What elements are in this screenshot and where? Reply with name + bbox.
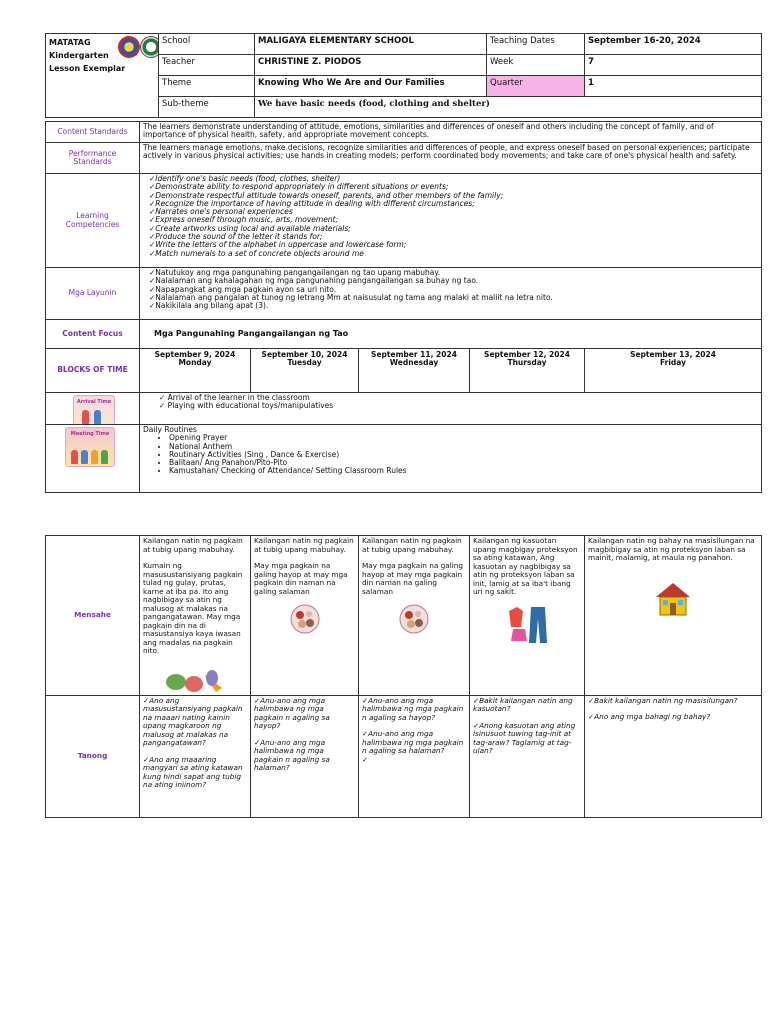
house-icon (654, 579, 692, 617)
child-figure-icon (82, 410, 89, 424)
day-header-thursday (470, 349, 585, 393)
deped-seal-icon (118, 36, 140, 58)
mensahe-paragraph: Kailangan natin ng pagkain at tubig upang mabuhay. (143, 536, 243, 554)
day-date: September 11, 2024 (371, 350, 457, 359)
mensahe-paragraph: May mga pagkain na galing hayop at may mga pagkain din naman na galing salaman (362, 561, 464, 596)
subtheme-label: Sub-theme (159, 97, 255, 118)
tanong-question: ✓Bakit kailangan natin ng masisilungan? (588, 695, 738, 705)
arrival-item: ✓ Playing with educational toys/manipulatives (159, 402, 758, 410)
mensahe-paragraph: May mga pagkain na galing hayop at may mga pagkain din naman na galing salaman (254, 561, 348, 596)
competency-item: ✓ Narrates one's personal experiences (149, 208, 758, 216)
arrival-cell (140, 393, 762, 425)
competency-item: ✓ Recognize the importance of having attitude in dealing with different circumstances; (149, 200, 758, 208)
week-label: Week (487, 55, 585, 76)
day-name: Thursday (507, 358, 547, 368)
learning-competencies-cell (140, 174, 762, 268)
day-header-friday (585, 349, 762, 393)
quarter-value: 1 (585, 76, 762, 97)
day-date: September 12, 2024 (484, 350, 570, 359)
day-header-wednesday (359, 349, 470, 393)
mensahe-paragraph: Kumain ng masusustansiyang pagkain tulad ng gulay, prutas, karne at iba pa. Ito ang nagbibigay sa atin ng malusog at malakas na pangangatawan. May mga pagkain din na di masustansiya kaya iwasan ang madalas na pagkain nito. (143, 561, 243, 655)
header-title-line-2: Kindergarten (49, 51, 109, 60)
tanong-cell-4 (470, 695, 585, 817)
tanong-question: ✓Bakit kailangan natin ang kasuotan? (473, 695, 573, 713)
tanong-question: ✓Anu-ano ang mga halimbawa ng mga pagkain n agaling sa hayop? (254, 695, 330, 730)
tanong-question: ✓Ano ang maaaring mangyari sa ating katawan kung hindi sapat ang tubig na ating iniinom? (143, 754, 243, 789)
tanong-cell-1 (140, 695, 251, 817)
teaching-dates-value: September 16-20, 2024 (585, 34, 762, 55)
mensahe-label: Mensahe (46, 536, 140, 696)
blocks-of-time-label: BLOCKS OF TIME (46, 349, 140, 393)
layunin-item: ✓ Nalalaman ang kahalagahan ng mga pangunahing pangangailangan sa buhay ng tao. (149, 277, 758, 285)
day-name: Tuesday (287, 358, 322, 368)
week-value: 7 (585, 55, 762, 76)
daily-routines-cell (140, 425, 762, 493)
mensahe-cell-1 (140, 536, 251, 696)
competency-item: ✓ Produce the sound of the letter it stands for; (149, 233, 758, 241)
subtheme-value: We have basic needs (food, clothing and shelter) (255, 97, 762, 118)
content-standards-text: The learners demonstrate understanding of attitude, emotions, similarities and differences of oneself and others including the concept of family, and of importance of physical health, safety, and appropriate movement concepts. (140, 122, 762, 143)
child-figure-icon (94, 410, 101, 424)
routine-item: • Balitaan/ Ang Panahon/Pito-Pito (169, 459, 758, 467)
mensahe-cell-4 (470, 536, 585, 696)
tanong-question: ✓Anu-ano ang mga halimbawa ng mga pagkain n agaling sa hayop? (362, 695, 464, 722)
content-focus-text: Mga Pangunahing Pangangailangan ng Tao (140, 320, 762, 349)
clothes-icon (505, 605, 549, 645)
tanong-question: ✓Ano ang mga bahagi ng bahay? (588, 712, 711, 721)
school-value: MALIGAYA ELEMENTARY SCHOOL (255, 34, 487, 55)
header-title-line-3: Lesson Exemplar (49, 64, 126, 73)
meeting-time-picture-label: Meeting Time (70, 431, 110, 437)
child-figure-icon (91, 450, 98, 464)
mensahe-paragraph: Kailangan natin ng pagkain at tubig upang mabuhay. (362, 536, 462, 554)
layunin-item: ✓ Natutukoy ang mga pangunahing pangangailangan ng tao upang mabuhay. (149, 269, 758, 277)
tanong-cell-3 (359, 695, 470, 817)
competency-item: ✓ Identify one's basic needs (food, clothes, shelter) (149, 175, 758, 183)
day-date: September 13, 2024 (630, 350, 716, 359)
message-table (45, 535, 762, 818)
mensahe-cell-3 (359, 536, 470, 696)
routine-item: • Kamustahan/ Checking of Attendance/ Setting Classroom Rules (169, 467, 758, 475)
tanong-cell-2 (251, 695, 359, 817)
food-plate-icon (399, 604, 429, 634)
day-header-tuesday (251, 349, 359, 393)
performance-standards-text: The learners manage emotions, make decisions, recognize similarities and differences of people, and express oneself based on personal experiences; participate actively in various physical activities; use hands in creating models; perform coordinated body movements; and take care of one's physical health and safety. (140, 143, 762, 174)
quarter-label: Quarter (487, 76, 585, 97)
day-name: Wednesday (389, 358, 439, 368)
teacher-value: CHRISTINE Z. PIODOS (255, 55, 487, 76)
day-name: Monday (178, 358, 212, 368)
meeting-time-picture (46, 425, 140, 493)
school-seal-icon (140, 36, 159, 58)
competency-item: ✓ Demonstrate respectful attitude towards oneself, parents, and other members of the family; (149, 192, 758, 200)
layunin-cell (140, 268, 762, 320)
tanong-question: ✓Anu-ano ang mga halimbawa ng mga pagkain n agaling sa halaman? ✓ (362, 729, 464, 764)
arrival-time-picture (46, 393, 140, 425)
mensahe-cell-2 (251, 536, 359, 696)
child-figure-icon (71, 450, 78, 464)
routine-item: • National Anthem (169, 443, 758, 451)
header-title-line-1: MATATAG (49, 38, 91, 47)
day-header-monday (140, 349, 251, 393)
teaching-dates-label: Teaching Dates (487, 34, 585, 55)
mensahe-paragraph: Kailangan natin ng pagkain at tubig upang mabuhay. (254, 536, 354, 554)
learning-competencies-label: Learning Competencies (46, 174, 140, 268)
mensahe-paragraph: Kailangan natin ng bahay na masisilungan na magbibigay sa atin ng proteksyon laban sa mainit, malamig, at maula ng panahon. (588, 536, 755, 562)
arrival-time-illustration (73, 395, 115, 425)
food-plate-icon (290, 604, 320, 634)
routine-item: • Opening Prayer (169, 434, 758, 442)
mensahe-paragraph: Kailangan ng kasuotan upang magbigay proteksyon sa ating katawan, Ang kasuotan ay nagbibigay sa atin ng proteksyon laban sa init, lamig at sa iba't ibang uri ng sakit. (473, 536, 578, 596)
header-title (46, 34, 159, 118)
child-figure-icon (101, 450, 108, 464)
content-standards-label: Content Standards (46, 122, 140, 143)
theme-value: Knowing Who We Are and Our Families (255, 76, 487, 97)
vegetables-icon (164, 664, 226, 694)
competency-item: ✓ Express oneself through music, arts, movement; (149, 216, 758, 224)
theme-label: Theme (159, 76, 255, 97)
tanong-question: ✓Anong kasuotan ang ating isinusuot tuwing tag-init at tag-araw? Taglamig at tag-ulan? (473, 720, 576, 755)
routine-item: • Routinary Activities (Sing , Dance & Exercise) (169, 451, 758, 459)
layunin-item: ✓ Nakikilala ang bilang apat (3). (149, 302, 758, 310)
daily-routines-title: Daily Routines (143, 425, 197, 434)
tanong-cell-5 (585, 695, 762, 817)
layunin-label: Mga Layunin (46, 268, 140, 320)
tanong-question: ✓Anu-ano ang mga halimbawa ng mga pagkain n agaling sa halaman? (254, 737, 330, 772)
arrival-time-picture-label: Arrival Time (76, 399, 112, 405)
child-figure-icon (81, 450, 88, 464)
plan-table (45, 121, 762, 493)
header-table (45, 33, 762, 118)
arrival-item: ✓ Arrival of the learner in the classroom (159, 394, 758, 402)
tanong-question: ✓Ano ang masusustansiyang pagkain na maaari nating kainin upang magkaroon ng malusog at malakas na pangangatawan? (143, 695, 243, 747)
competency-item: ✓ Demonstrate ability to respond appropriately in different situations or events; (149, 183, 758, 191)
layunin-item: ✓ Napapangkat ang mga pagkain ayon sa uri nito. (149, 286, 758, 294)
tanong-label: Tanong (46, 695, 140, 817)
meeting-time-illustration (65, 427, 115, 467)
layunin-item: ✓ Nalalaman ang pangalan at tunog ng letrang Mm at naisusulat ng tama ang malaki at maliit na letra nito. (149, 294, 758, 302)
mensahe-cell-5 (585, 536, 762, 696)
performance-standards-label: Performance Standards (46, 143, 140, 174)
school-label: School (159, 34, 255, 55)
competency-item: ✓ Match numerals to a set of concrete objects around me (149, 250, 758, 258)
competency-item: ✓ Write the letters of the alphabet in uppercase and lowercase form; (149, 241, 758, 249)
teacher-label: Teacher (159, 55, 255, 76)
day-date: September 9, 2024 (154, 350, 236, 359)
day-name: Friday (660, 358, 687, 368)
competency-item: ✓ Create artworks using local and available materials; (149, 225, 758, 233)
day-date: September 10, 2024 (261, 350, 348, 359)
content-focus-label: Content Focus (46, 320, 140, 349)
